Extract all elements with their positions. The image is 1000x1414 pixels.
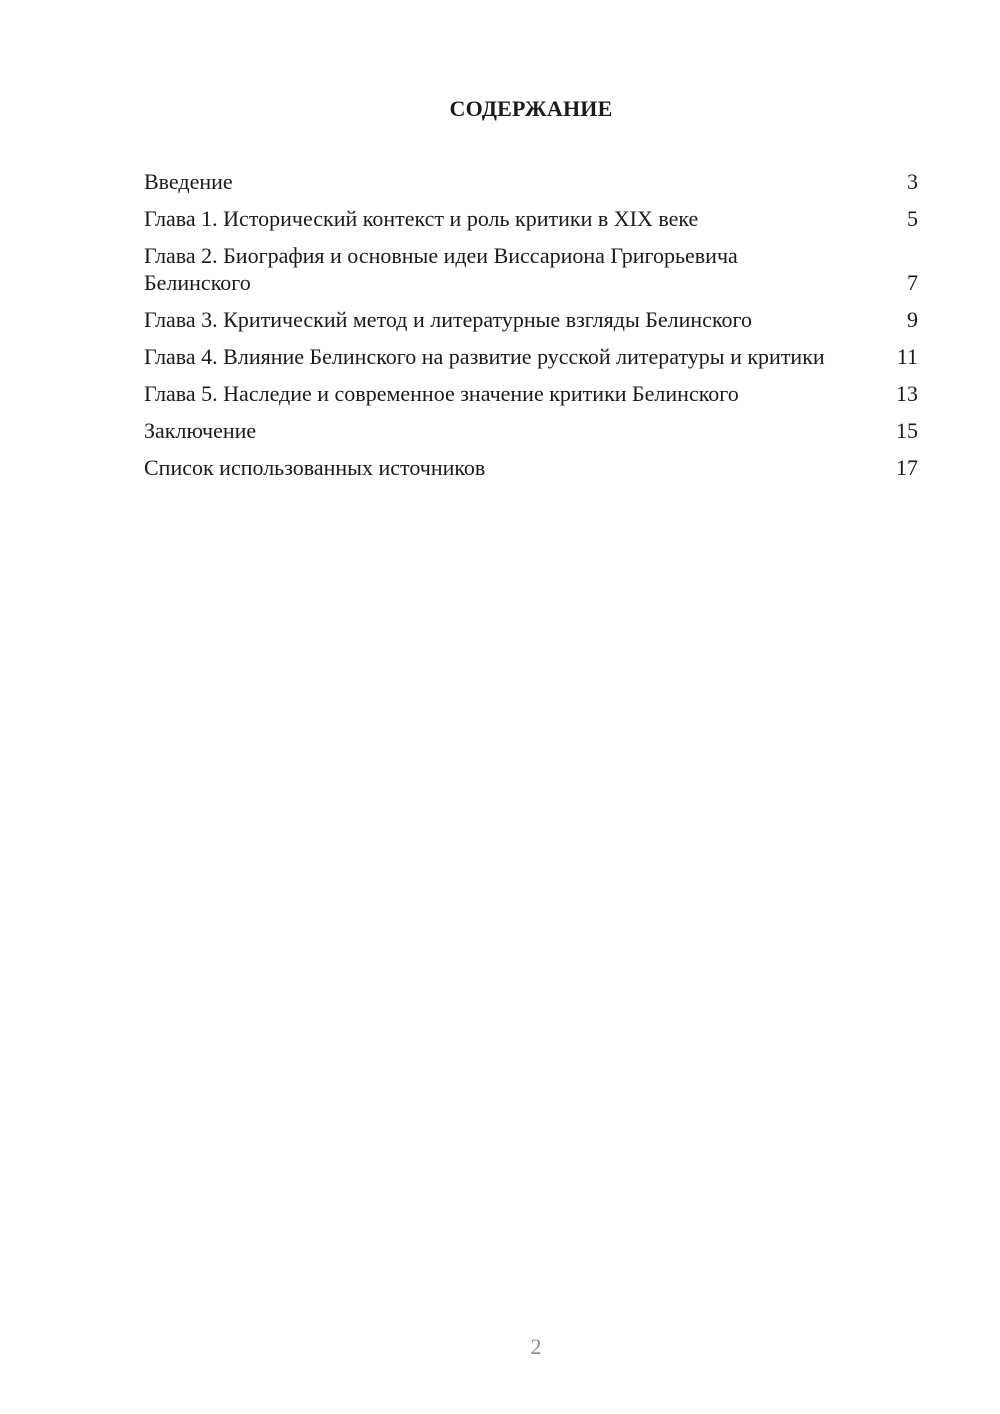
toc-entry-conclusion — [144, 417, 918, 444]
toc-entry-label: Глава 2. Биография и основные идеи Виссариона Григорьевича Белинского — [144, 243, 738, 295]
toc-entry-chapter-1 — [144, 205, 918, 232]
toc-entry-label: Глава 5. Наследие и современное значение критики Белинского — [144, 381, 739, 406]
toc-entry-page: 5 — [907, 206, 918, 231]
toc-entry-chapter-3 — [144, 306, 918, 333]
toc-entry-chapter-2 — [144, 242, 918, 296]
toc-entry-label: Заключение — [144, 418, 257, 443]
toc-entry-page: 13 — [896, 381, 918, 406]
toc-entry-page: 11 — [896, 344, 918, 369]
toc-entry-page: 3 — [907, 169, 918, 194]
toc-entry-label: Введение — [144, 169, 233, 194]
toc-entry-page: 9 — [907, 307, 918, 332]
toc-entry-label: Глава 1. Исторический контекст и роль критики в XIX веке — [144, 206, 699, 231]
toc-entry-page: 17 — [896, 455, 918, 480]
toc-entry-chapter-4 — [144, 343, 918, 370]
table-of-contents — [144, 168, 918, 491]
toc-entry-references — [144, 454, 918, 481]
toc-entry-label: Глава 4. Влияние Белинского на развитие русской литературы и критики — [144, 344, 825, 369]
page-number: 2 — [530, 1334, 542, 1359]
toc-entry-page: 15 — [896, 418, 918, 443]
toc-entry-label: Список использованных источников — [144, 455, 486, 480]
toc-entry-page: 7 — [907, 270, 918, 295]
toc-entry-chapter-5 — [144, 380, 918, 407]
toc-entry-label: Глава 3. Критический метод и литературные взгляды Белинского — [144, 307, 752, 332]
toc-title: СОДЕРЖАНИЕ — [449, 96, 613, 121]
toc-entry-introduction — [144, 168, 918, 195]
